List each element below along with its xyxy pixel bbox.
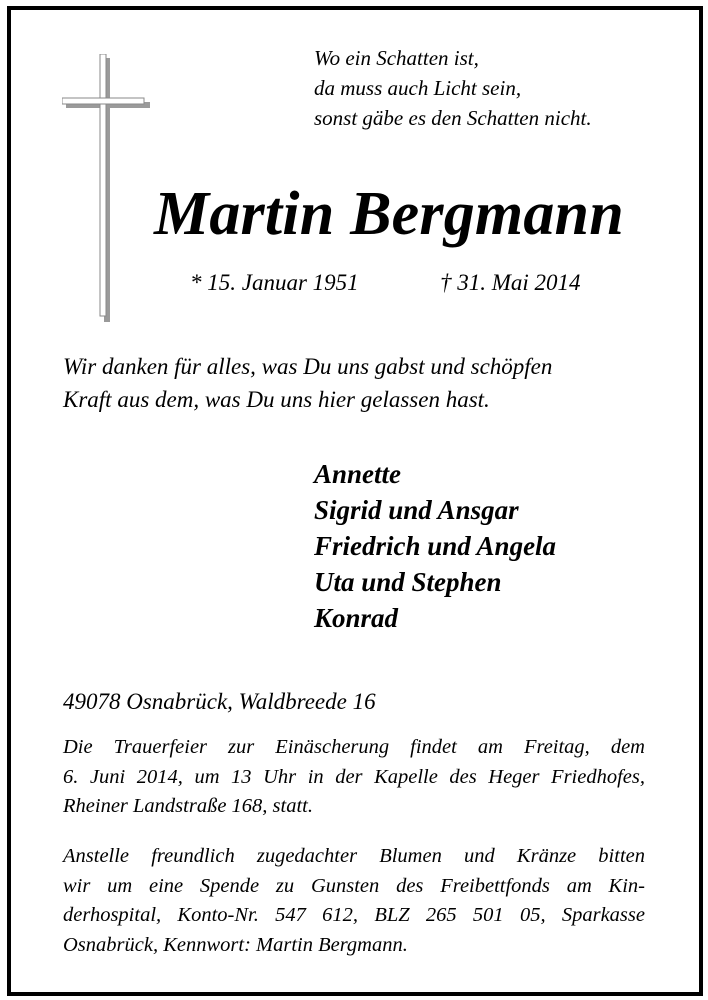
motto-verse — [314, 43, 592, 133]
birth-date: * 15. Januar 1951 — [190, 270, 359, 295]
thanks-line: Wir danken für alles, was Du uns gabst und schöpfen — [63, 354, 553, 379]
death-date: † 31. Mai 2014 — [440, 270, 581, 295]
family-member: Sigrid und Ansgar — [314, 495, 519, 525]
motto-line: sonst gäbe es den Schatten nicht. — [314, 106, 592, 130]
funeral-line: 6. Juni 2014, um 13 Uhr in der Kapelle des Heger Friedhofes, — [63, 765, 645, 788]
funeral-notice — [63, 733, 645, 822]
family-member: Uta und Stephen — [314, 567, 502, 597]
funeral-line: Die Trauerfeier zur Einäscherung findet am Freitag, dem — [63, 736, 645, 758]
donation-line: wir um eine Spende zu Gunsten des Freibettfonds am Kin- — [63, 874, 645, 897]
motto-line: Wo ein Schatten ist, — [314, 46, 479, 70]
thanks-line: Kraft aus dem, was Du uns hier gelassen hast. — [63, 387, 490, 412]
family-address: 49078 Osnabrück, Waldbreede 16 — [63, 689, 376, 714]
motto-line: da muss auch Licht sein, — [314, 76, 522, 100]
funeral-line: Rheiner Landstraße 168, statt. — [63, 795, 313, 817]
donation-line: Anstelle freundlich zugedachter Blumen und Kränze bitten — [63, 845, 645, 867]
thanks-text — [63, 350, 552, 416]
donation-line: derhospital, Konto-Nr. 547 612, BLZ 265 501 05, Sparkasse — [63, 904, 645, 926]
cross-icon — [62, 54, 150, 322]
donation-line: Osnabrück, Kennwort: Martin Bergmann. — [63, 933, 408, 956]
family-member: Konrad — [314, 603, 399, 633]
family-member: Friedrich und Angela — [314, 531, 557, 561]
donation-notice — [63, 842, 645, 960]
deceased-name: Martin Bergmann — [154, 180, 624, 248]
family-member: Annette — [314, 459, 402, 489]
family-list — [314, 456, 556, 636]
